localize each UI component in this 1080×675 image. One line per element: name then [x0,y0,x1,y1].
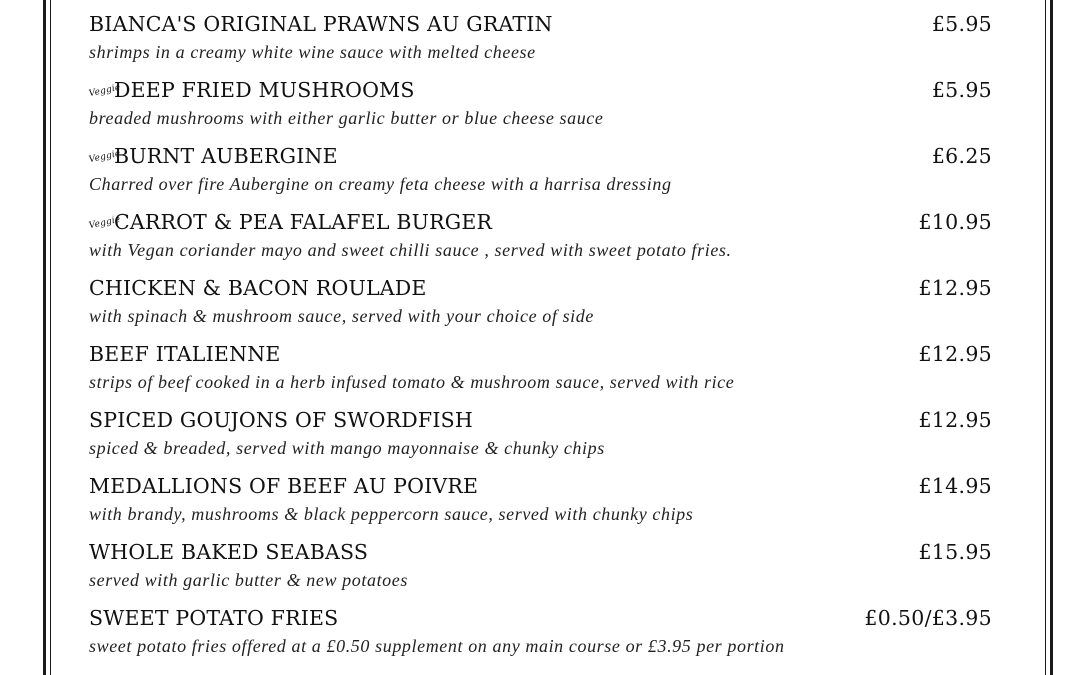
menu-item-name [89,208,492,236]
menu-item-price: £15.95 [918,540,992,564]
menu-item-name [89,472,478,500]
menu-item [89,604,992,670]
menu-item-price: £0.50/£3.95 [864,606,992,630]
menu-item-title: BEEF ITALIENNE [89,342,281,366]
menu-item-name [89,274,427,302]
menu-item [89,472,992,538]
menu-item-description: with brandy, mushrooms & black peppercorn sauce, served with chunky chips [89,504,694,524]
menu-item-title: SWEET POTATO FRIES [89,606,339,630]
menu-item-price: £12.95 [918,342,992,366]
menu-item-price: £10.95 [918,210,992,234]
menu-item-title: WHOLE BAKED SEABASS [89,540,369,564]
menu-item-description: strips of beef cooked in a herb infused tomato & mushroom sauce, served with rice [89,372,735,392]
menu-item-price: £5.95 [931,78,992,102]
menu-item-name [89,76,415,104]
menu-item-name [89,406,473,434]
menu-item-title: BURNT AUBERGINE [114,144,338,168]
menu-item [89,76,992,142]
menu-item-title: CARROT & PEA FALAFEL BURGER [114,210,493,234]
menu-item-description: served with garlic butter & new potatoes [89,570,408,590]
menu-item-price: £14.95 [918,474,992,498]
menu-item-title: BIANCA'S ORIGINAL PRAWNS AU GRATIN [89,12,553,36]
menu-item-price: £12.95 [918,276,992,300]
menu-item-name [89,340,281,368]
menu-item-description: Charred over fire Aubergine on creamy feta cheese with a harrisa dressing [89,174,672,194]
menu-item-name [89,142,338,170]
menu-item-price: £5.95 [931,12,992,36]
menu-item [89,10,992,76]
menu-item [89,274,992,340]
menu-item-description: with Vegan coriander mayo and sweet chilli sauce , served with sweet potato fries. [89,240,732,260]
menu-item [89,340,992,406]
veggie-icon: Veggie [88,214,122,232]
menu-item-name [89,604,338,632]
menu-item-title: DEEP FRIED MUSHROOMS [114,78,415,102]
menu-item [89,406,992,472]
menu-item-description: breaded mushrooms with either garlic butter or blue cheese sauce [89,108,604,128]
menu-list [89,10,992,670]
menu-item [89,538,992,604]
menu-item-description: spiced & breaded, served with mango mayonnaise & chunky chips [89,438,605,458]
menu-item-name [89,10,553,38]
menu-item-title: MEDALLIONS OF BEEF AU POIVRE [89,474,479,498]
menu-item [89,142,992,208]
menu-item-name [89,538,368,566]
menu-item-price: £12.95 [918,408,992,432]
veggie-icon: Veggie [88,82,122,100]
menu-item-title: CHICKEN & BACON ROULADE [89,276,427,300]
menu-item-title: SPICED GOUJONS OF SWORDFISH [89,408,473,432]
menu-item-description: sweet potato fries offered at a £0.50 supplement on any main course or £3.95 per portion [89,636,785,656]
menu-item-price: £6.25 [931,144,992,168]
veggie-icon: Veggie [88,148,122,166]
menu-item-description: with spinach & mushroom sauce, served with your choice of side [89,306,594,326]
menu-item [89,208,992,274]
menu-item-description: shrimps in a creamy white wine sauce with melted cheese [89,42,536,62]
